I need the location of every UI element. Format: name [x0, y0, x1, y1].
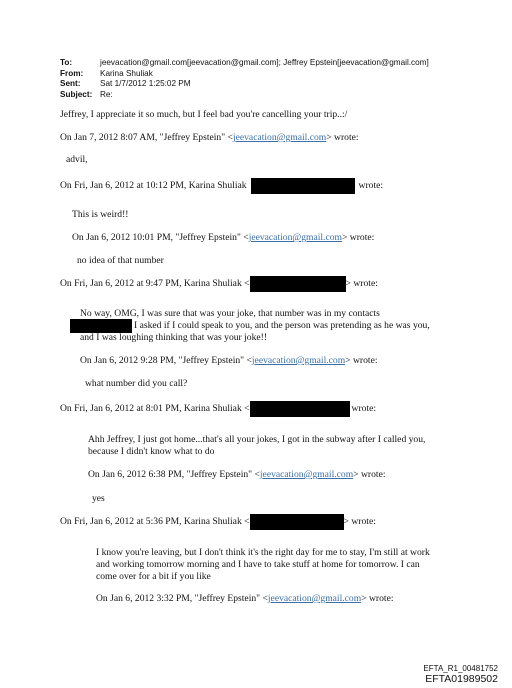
message-5-line-2: I asked if I could speak to you, and the person was pretending as he was you,: [134, 320, 430, 331]
quote-6-suffix: wrote:: [351, 403, 377, 415]
document-id-1: EFTA_R1_00481752: [423, 664, 498, 673]
message-4: no idea of that number: [77, 255, 164, 266]
from-value: Karina Shuliak: [100, 68, 153, 78]
quote-6-prefix: On Fri, Jan 6, 2012 at 8:01 PM, Karina Shuliak <: [60, 403, 250, 415]
quote-line-7: [88, 469, 386, 481]
quote-7-suffix: > wrote:: [353, 469, 386, 480]
message-8: yes: [92, 493, 105, 504]
document-id-2: EFTA01989502: [425, 673, 498, 685]
sent-label: Sent:: [60, 79, 81, 89]
quote-3-suffix: > wrote:: [341, 232, 375, 243]
quote-3-prefix: On Jan 6, 2012 10:01 PM, "Jeffrey Epstein" <: [72, 232, 249, 243]
quote-9-email-link[interactable]: jeevacation@gmail.com: [267, 593, 362, 604]
to-value: jeevacation@gmail.com[jeevacation@gmail.com]; Jeffrey Epstein[jeevacation@gmail.com]: [100, 58, 429, 67]
quote-1-suffix: > wrote:: [326, 132, 359, 143]
quote-line-3: [72, 232, 374, 244]
quote-3-email-link[interactable]: jeevacation@gmail.com: [248, 232, 342, 243]
from-row: [60, 69, 429, 80]
quote-5-prefix: On Jan 6, 2012 9:28 PM, "Jeffrey Epstein" <: [80, 355, 252, 366]
quote-7-email-link[interactable]: jeevacation@gmail.com: [259, 469, 354, 480]
quote-line-5: [80, 355, 378, 367]
subject-label: Subject:: [60, 89, 93, 99]
message-9-line-2: and working tomorrow morning and I have to take stuff at home for tomorrow. I can: [96, 559, 420, 570]
message-3: This is weird!!: [72, 209, 129, 220]
redaction-block: [251, 178, 355, 194]
sent-value: Sat 1/7/2012 1:25:02 PM: [100, 79, 191, 89]
message-7-line-2: because I didn't know what to do: [88, 446, 215, 457]
redaction-block: [250, 514, 344, 530]
quote-1-email-link[interactable]: jeevacation@gmail.com: [232, 132, 327, 143]
quote-9-prefix: On Jan 6, 2012 3:32 PM, "Jeffrey Epstein" <: [96, 593, 268, 604]
message-9-line-1: I know you're leaving, but I don't think it's the right day for me to stay, I'm still at work: [96, 547, 430, 558]
redaction-block: [70, 319, 132, 333]
quote-9-suffix: > wrote:: [361, 593, 394, 604]
subject-row: [60, 90, 429, 101]
quote-2-suffix: wrote:: [358, 180, 384, 192]
quote-2-prefix: On Fri, Jan 6, 2012 at 10:12 PM, Karina Shuliak: [60, 180, 247, 192]
message-5-line-1: No way, OMG, I was sure that was your joke, that number was in my contacts: [80, 308, 380, 319]
message-2: advil,: [66, 154, 88, 165]
message-9-line-3: come over for a bit if you like: [96, 571, 211, 582]
quote-line-2: [60, 178, 383, 194]
quote-1-prefix: On Jan 7, 2012 8:07 AM, "Jeffrey Epstein" <: [60, 132, 233, 143]
quote-7-prefix: On Jan 6, 2012 6:38 PM, "Jeffrey Epstein" <: [88, 469, 260, 480]
quote-line-1: [60, 132, 359, 144]
message-6: what number did you call?: [85, 378, 188, 389]
quote-5-email-link[interactable]: jeevacation@gmail.com: [251, 355, 346, 366]
quote-line-6: [60, 401, 376, 417]
to-label: To:: [60, 58, 73, 67]
message-1: Jeffrey, I appreciate it so much, but I feel bad you're cancelling your trip..:/: [60, 109, 348, 120]
quote-4-prefix: On Fri, Jan 6, 2012 at 9:47 PM, Karina Shuliak <: [60, 278, 250, 290]
from-label: From:: [60, 68, 84, 78]
quote-4-suffix: > wrote:: [345, 278, 378, 290]
redaction-block: [250, 276, 346, 292]
message-7-line-1: Ahh Jeffrey, I just got home...that's all your jokes, I got in the subway after I called you,: [88, 434, 426, 445]
message-5-line-3: and I was loughing thinking that was your joke!!: [80, 332, 268, 343]
quote-line-4: [60, 276, 378, 292]
quote-8-suffix: > wrote:: [343, 516, 376, 528]
quote-5-suffix: > wrote:: [345, 355, 378, 366]
sent-row: [60, 79, 429, 90]
quote-line-8: [60, 514, 376, 530]
to-row: [60, 58, 429, 69]
quote-8-prefix: On Fri, Jan 6, 2012 at 5:36 PM, Karina Shuliak <: [60, 516, 250, 528]
quote-line-9: [96, 593, 394, 605]
email-header: [60, 58, 429, 100]
subject-value: Re:: [100, 89, 113, 99]
redaction-block: [250, 401, 350, 417]
